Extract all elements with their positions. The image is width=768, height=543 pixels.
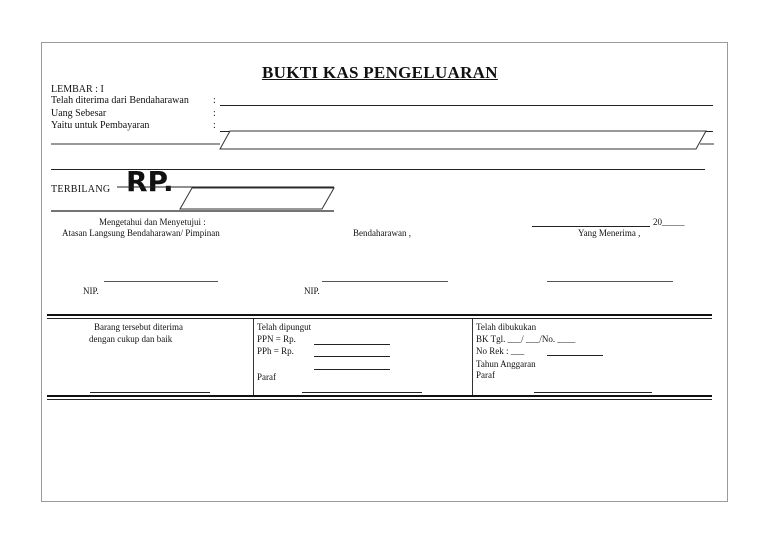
fiscal-year: Tahun Anggaran xyxy=(476,359,536,369)
nip-left: NIP. xyxy=(83,286,99,296)
col2-sign-line xyxy=(302,392,422,393)
table-bottom-border-inner xyxy=(47,399,712,400)
approval-line-2: Atasan Langsung Bendaharawan/ Pimpinan xyxy=(62,228,220,238)
ppn-label: PPN = Rp. xyxy=(257,334,296,344)
table-bottom-border xyxy=(47,395,712,397)
table-top-border-inner xyxy=(47,318,712,319)
goods-sign-line xyxy=(90,392,210,393)
date-suffix: 20_____ xyxy=(653,217,685,227)
terbilang-label: TERBILANG xyxy=(51,184,111,195)
purpose-label: Yaitu untuk Pembayaran xyxy=(51,120,150,131)
received-from-label: Telah diterima dari Bendaharawan xyxy=(51,95,189,106)
nip-middle: NIP. xyxy=(304,286,320,296)
sign-line-middle xyxy=(322,281,448,282)
sheet-label: LEMBAR : I xyxy=(51,84,104,95)
table-divider-1 xyxy=(253,319,254,395)
goods-received-line-2: dengan cukup dan baik xyxy=(89,334,173,344)
colon-2: : xyxy=(213,108,216,119)
approval-line-1: Mengetahui dan Menyetujui : xyxy=(99,217,206,227)
voucher-sheet xyxy=(41,42,728,502)
table-top-border xyxy=(47,314,712,316)
colon-3: : xyxy=(213,120,216,131)
total-line xyxy=(314,369,390,370)
booked-header: Telah dibukukan xyxy=(476,322,537,332)
amount-label: Uang Sebesar xyxy=(51,108,107,119)
document-title: BUKTI KAS PENGELUARAN xyxy=(262,63,498,82)
treasurer-label: Bendaharawan , xyxy=(353,228,411,238)
col3-sign-line xyxy=(534,392,652,393)
date-line xyxy=(532,226,650,227)
account-number: No Rek : ___ xyxy=(476,346,525,356)
sign-line-right xyxy=(547,281,673,282)
ppn-line xyxy=(314,344,390,345)
pph-line xyxy=(314,356,390,357)
colon-1: : xyxy=(213,95,216,106)
goods-received-line-1: Barang tersebut diterima xyxy=(94,322,183,332)
pph-label: PPh = Rp. xyxy=(257,346,294,356)
terbilang-box[interactable] xyxy=(42,43,727,243)
col3-paraf: Paraf xyxy=(476,370,495,380)
account-line xyxy=(547,355,603,356)
rp-label: RP. xyxy=(126,165,174,198)
bk-date: BK Tgl. ___/ ___/No. ____ xyxy=(476,334,576,344)
sign-line-left xyxy=(104,281,218,282)
receiver-label: Yang Menerima , xyxy=(578,228,641,238)
collected-header: Telah dipungut xyxy=(257,322,312,332)
col2-paraf: Paraf xyxy=(257,372,276,382)
table-divider-2 xyxy=(472,319,473,395)
